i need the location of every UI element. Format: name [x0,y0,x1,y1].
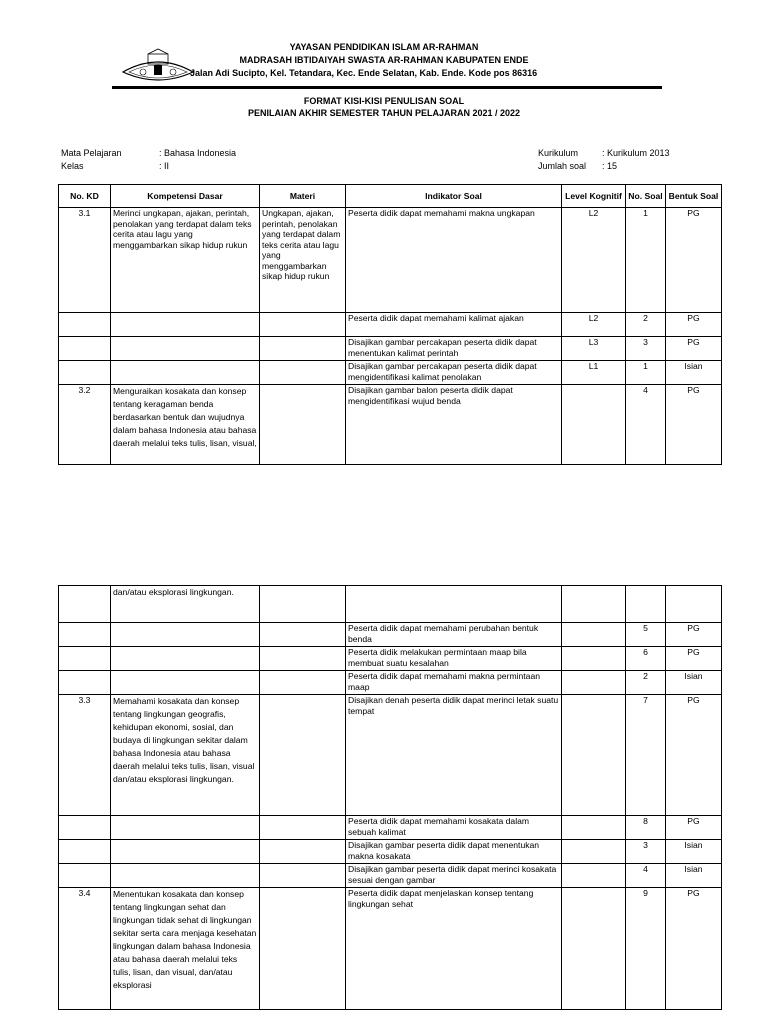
cell-nokd [59,623,111,647]
cell-indikator: Peserta didik melakukan permintaan maap bila membuat suatu kesalahan [346,647,562,671]
class-label: Kelas [61,161,84,171]
cell-materi [260,623,346,647]
cell-level [562,840,626,864]
curriculum-value: : Kurikulum 2013 [602,148,670,158]
cell-level: L3 [562,337,626,361]
cell-bentuk [666,586,722,623]
cell-level: L2 [562,208,626,313]
cell-bentuk: PG [666,208,722,313]
cell-materi [260,695,346,816]
cell-materi: Ungkapan, ajakan, perintah, penolakan yang terdapat dalam teks cerita atau lagu yang menggambarkan sikap hidup rukun [260,208,346,313]
cell-level [562,647,626,671]
cell-level [562,816,626,840]
cell-indikator: Disajikan gambar peserta didik dapat menentukan makna kosakata [346,840,562,864]
cell-bentuk: PG [666,816,722,840]
cell-kd [111,361,260,385]
cell-nosoal: 3 [626,337,666,361]
table-header-row [59,185,722,208]
cell-nokd [59,361,111,385]
table-row [59,671,722,695]
cell-bentuk: Isian [666,361,722,385]
table-row [59,695,722,816]
table-row [59,840,722,864]
cell-kd: Menentukan kosakata dan konsep tentang lingkungan sehat dan lingkungan tidak sehat di lingkungan sekitar serta cara menjaga kesehatan lingkungan dalam bahasa Indonesia atau bahasa daerah melalui teks tulis, lisan, dan visual, dan/atau eksplorasi [111,888,260,1010]
cell-kd: Merinci ungkapan, ajakan, perintah, penolakan yang terdapat dalam teks cerita atau lagu yang menggambarkan sikap hidup rukun [111,208,260,313]
cell-indikator: Disajikan denah peserta didik dapat merinci letak suatu tempat [346,695,562,816]
col-header-materi: Materi [260,185,346,208]
cell-level [562,586,626,623]
cell-indikator: Disajikan gambar percakapan peserta didik dapat menentukan kalimat perintah [346,337,562,361]
cell-nokd [59,337,111,361]
cell-level [562,864,626,888]
cell-bentuk: PG [666,888,722,1010]
cell-level: L1 [562,361,626,385]
subject-value: : Bahasa Indonesia [159,148,237,158]
table-row [59,337,722,361]
table-row [59,623,722,647]
cell-nokd [59,313,111,337]
cell-materi [260,337,346,361]
cell-nosoal: 7 [626,695,666,816]
col-header-level: Level Kognitif [562,185,626,208]
cell-materi [260,361,346,385]
cell-level [562,695,626,816]
cell-kd [111,313,260,337]
cell-nosoal: 3 [626,840,666,864]
school-name: MADRASAH IBTIDAIYAH SWASTA AR-RAHMAN KABUPATEN ENDE [239,55,529,65]
col-header-nosoal: No. Soal [626,185,666,208]
cell-materi [260,840,346,864]
school-address: Jalan Adi Sucipto, Kel. Tetandara, Kec. Ende Selatan, Kab. Ende. Kode pos 86316 [190,68,538,78]
cell-indikator: Peserta didik dapat menjelaskan konsep tentang lingkungan sehat [346,888,562,1010]
table-row [59,361,722,385]
cell-bentuk: PG [666,623,722,647]
cell-level: L2 [562,313,626,337]
cell-nokd [59,647,111,671]
table-row [59,647,722,671]
cell-materi [260,671,346,695]
cell-materi [260,647,346,671]
cell-materi [260,888,346,1010]
cell-nosoal: 6 [626,647,666,671]
cell-indikator: Peserta didik dapat memahami kalimat ajakan [346,313,562,337]
school-emblem-icon [121,48,195,84]
col-header-kd: Kompetensi Dasar [111,185,260,208]
cell-nokd: 3.1 [59,208,111,313]
cell-kd: Memahami kosakata dan konsep tentang lingkungan geografis, kehidupan ekonomi, sosial, dan budaya di lingkungan sekitar dalam bahasa Indonesia atau bahasa daerah melalui teks tulis, lisan, visual dan/atau eksplorasi lingkungan. [111,695,260,816]
cell-bentuk: Isian [666,671,722,695]
cell-bentuk: Isian [666,864,722,888]
col-header-nokd: No. KD [59,185,111,208]
table-row [59,864,722,888]
cell-kd: Menguraikan kosakata dan konsep tentang keragaman benda berdasarkan bentuk dan wujudnya dalam bahasa Indonesia atau bahasa daerah melalui teks tulis, lisan, visual, [111,385,260,465]
cell-nosoal: 2 [626,671,666,695]
cell-indikator: Disajikan gambar peserta didik dapat merinci kosakata sesuai dengan gambar [346,864,562,888]
cell-nosoal: 4 [626,385,666,465]
curriculum-label: Kurikulum [538,148,579,158]
cell-indikator: Peserta didik dapat memahami kosakata dalam sebuah kalimat [346,816,562,840]
cell-nosoal: 1 [626,208,666,313]
cell-indikator: Disajikan gambar percakapan peserta didik dapat mengidentifikasi kalimat penolakan [346,361,562,385]
cell-indikator: Peserta didik dapat memahami perubahan bentuk benda [346,623,562,647]
document-subtitle: PENILAIAN AKHIR SEMESTER TAHUN PELAJARAN 2021 / 2022 [247,108,521,118]
col-header-bentuk: Bentuk Soal [666,185,722,208]
cell-nokd [59,586,111,623]
cell-nokd [59,840,111,864]
cell-nokd: 3.3 [59,695,111,816]
cell-nokd: 3.4 [59,888,111,1010]
cell-indikator: Peserta didik dapat memahami makna ungkapan [346,208,562,313]
cell-materi [260,864,346,888]
document-title: FORMAT KISI-KISI PENULISAN SOAL [303,96,465,106]
cell-kd [111,337,260,361]
cell-kd [111,647,260,671]
question-count-value: : 15 [602,161,618,171]
cell-materi [260,586,346,623]
cell-nosoal: 1 [626,361,666,385]
cell-nosoal [626,586,666,623]
cell-level [562,888,626,1010]
cell-kd [111,623,260,647]
class-value: : II [159,161,170,171]
cell-indikator: Disajikan gambar balon peserta didik dapat mengidentifikasi wujud benda [346,385,562,465]
cell-bentuk: PG [666,647,722,671]
cell-bentuk: PG [666,385,722,465]
cell-materi [260,385,346,465]
table-row [59,816,722,840]
cell-nosoal: 2 [626,313,666,337]
col-header-indikator: Indikator Soal [346,185,562,208]
table-row [59,888,722,1010]
table-row [59,208,722,313]
table-row [59,385,722,465]
cell-kd [111,671,260,695]
cell-indikator: Peserta didik dapat memahami makna permintaan maap [346,671,562,695]
cell-level [562,623,626,647]
cell-bentuk: PG [666,337,722,361]
cell-nosoal: 9 [626,888,666,1010]
table-row [59,586,722,623]
cell-bentuk: PG [666,695,722,816]
blueprint-table-part2 [58,585,722,1010]
cell-materi [260,313,346,337]
foundation-name: YAYASAN PENDIDIKAN ISLAM AR-RAHMAN [289,42,479,52]
cell-kd [111,816,260,840]
blueprint-table-part1 [58,184,722,465]
cell-bentuk: PG [666,313,722,337]
cell-kd [111,864,260,888]
cell-nokd [59,816,111,840]
cell-indikator [346,586,562,623]
cell-nokd [59,864,111,888]
cell-level [562,385,626,465]
cell-nosoal: 4 [626,864,666,888]
cell-materi [260,816,346,840]
table-row [59,313,722,337]
cell-kd: dan/atau eksplorasi lingkungan. [111,586,260,623]
cell-bentuk: Isian [666,840,722,864]
cell-nokd: 3.2 [59,385,111,465]
cell-nokd [59,671,111,695]
cell-kd [111,840,260,864]
cell-nosoal: 5 [626,623,666,647]
cell-level [562,671,626,695]
question-count-label: Jumlah soal [538,161,587,171]
header-divider [112,86,662,89]
subject-label: Mata Pelajaran [61,148,122,158]
cell-nosoal: 8 [626,816,666,840]
